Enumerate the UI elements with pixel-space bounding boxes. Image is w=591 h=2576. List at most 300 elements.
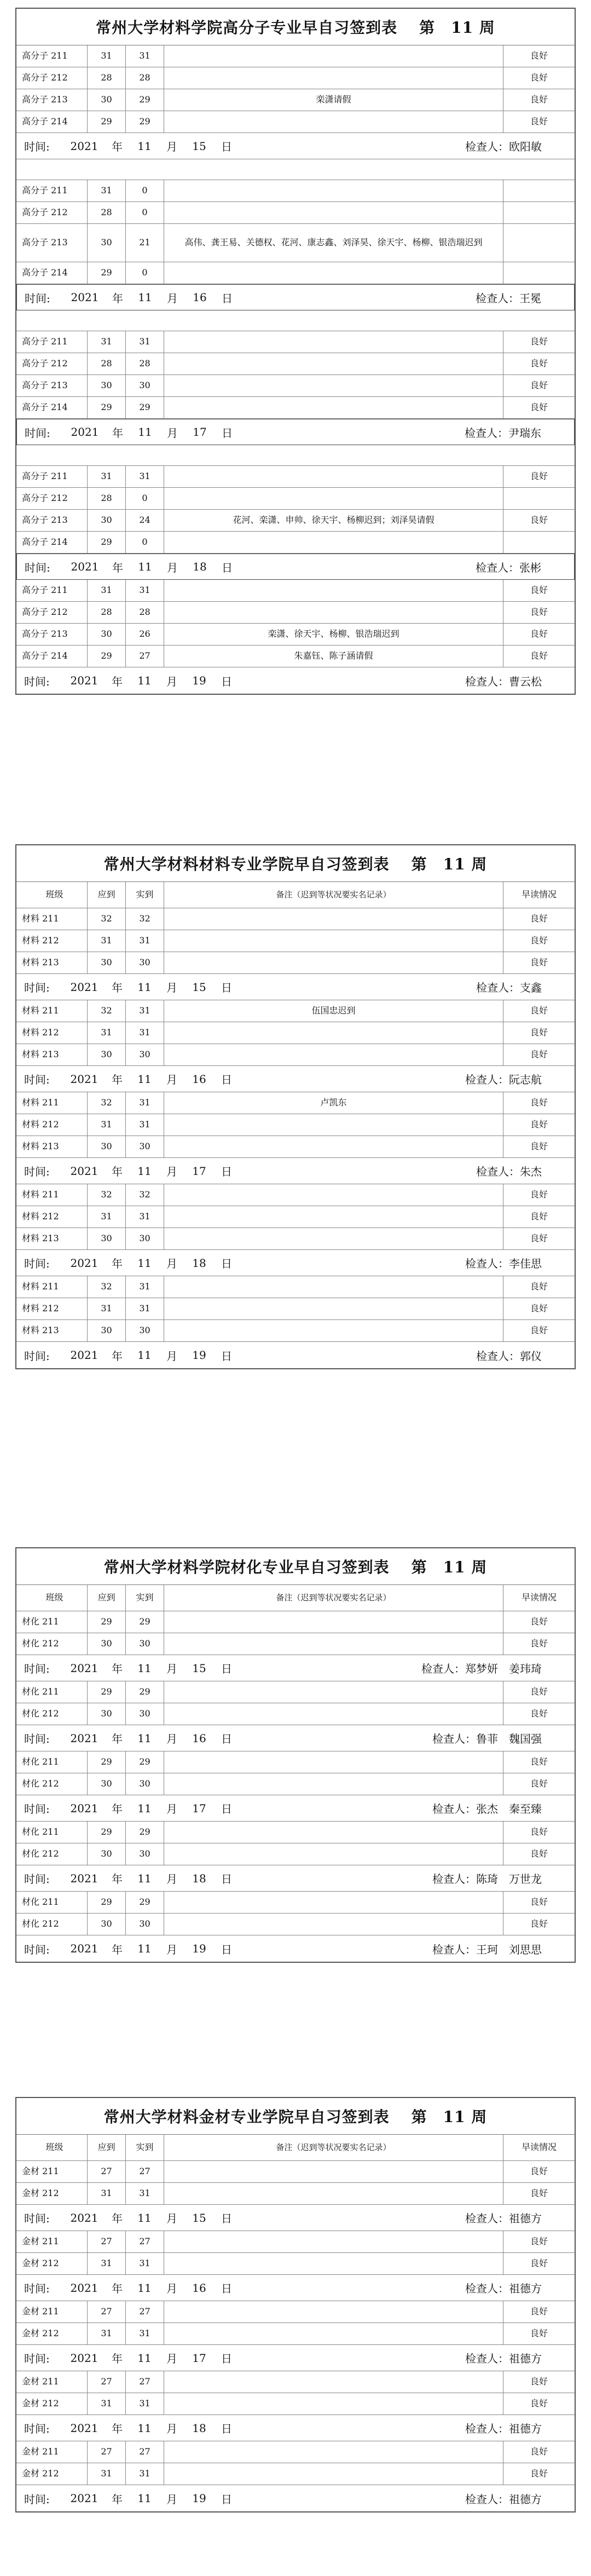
table-row — [16, 1000, 575, 1022]
inspector-name: 检查人：王珂 刘思思 — [432, 1943, 542, 1956]
cell-note — [164, 466, 503, 487]
month-value: 11 — [137, 1164, 152, 1178]
cell-cls: 材化 211 — [16, 1751, 88, 1773]
cell-act: 29 — [126, 1892, 164, 1913]
month-unit: 月 — [167, 291, 178, 305]
cell-exp: 30 — [88, 1228, 126, 1249]
cell-exp: 30 — [88, 89, 126, 111]
day-value: 17 — [192, 1801, 206, 1815]
cell-cls: 高分子 213 — [16, 89, 88, 111]
year-value: 2021 — [71, 425, 99, 439]
cell-res: 良好 — [530, 50, 548, 61]
cell-note — [164, 2161, 503, 2182]
day-value: 19 — [192, 1348, 206, 1362]
week-label: 第 11 周 — [411, 855, 488, 873]
column-header-cls: 班级 — [16, 2135, 88, 2160]
cell-note — [164, 202, 503, 223]
table-row — [16, 2253, 575, 2275]
day-value: 18 — [192, 1256, 206, 1270]
day-unit: 日 — [221, 675, 232, 688]
table-row — [16, 1633, 575, 1655]
year-value: 2021 — [70, 980, 99, 994]
cell-exp: 32 — [88, 908, 126, 930]
cell-act: 27 — [126, 2161, 164, 2182]
day-value: 16 — [193, 291, 207, 304]
cell-note — [164, 602, 503, 623]
cell-exp: 31 — [88, 1022, 126, 1044]
table-row — [16, 1892, 575, 1914]
table-row — [16, 353, 575, 375]
cell-note — [164, 2253, 503, 2274]
table-row — [16, 930, 575, 952]
cell-note — [164, 1751, 503, 1773]
year-unit: 年 — [112, 2422, 123, 2435]
cell-note — [164, 1703, 503, 1725]
cell-res: 良好 — [530, 650, 548, 661]
time-row — [16, 974, 575, 1000]
cell-res: 良好 — [530, 2306, 548, 2317]
cell-act: 30 — [126, 1136, 164, 1157]
year-value: 2021 — [70, 1801, 99, 1815]
cell-act: 30 — [126, 1773, 164, 1795]
cell-exp: 31 — [88, 1298, 126, 1319]
cell-note — [164, 580, 503, 601]
month-unit: 月 — [166, 1662, 177, 1675]
year-value: 2021 — [70, 1072, 99, 1086]
table-row — [16, 1914, 575, 1935]
cell-res: 良好 — [530, 629, 548, 639]
cell-act: 0 — [126, 532, 164, 553]
cell-act: 27 — [126, 646, 164, 667]
day-value: 18 — [193, 560, 207, 573]
table-row — [16, 2161, 575, 2183]
cell-exp: 32 — [88, 1000, 126, 1022]
year-value: 2021 — [70, 1164, 99, 1178]
cell-cls: 高分子 212 — [16, 67, 88, 89]
cell-act: 26 — [126, 624, 164, 645]
inspector-name: 检查人：尹瑞东 — [465, 426, 541, 440]
cell-cls: 金材 212 — [16, 2323, 88, 2344]
year-value: 2021 — [70, 1256, 99, 1270]
day-value: 19 — [192, 674, 206, 687]
cell-cls: 材料 213 — [16, 952, 88, 973]
table-row — [16, 1044, 575, 1066]
cell-cls: 高分子 212 — [16, 353, 88, 374]
cell-note — [164, 262, 503, 284]
cell-res: 良好 — [530, 116, 548, 127]
cell-act: 32 — [126, 1184, 164, 1206]
day-unit: 日 — [221, 2212, 232, 2225]
year-value: 2021 — [70, 2211, 99, 2225]
sheet-title-text: 常州大学材料金材专业学院早自习签到表 — [103, 2108, 390, 2126]
time-label: 时间: — [24, 2422, 50, 2435]
day-unit: 日 — [221, 1073, 232, 1086]
cell-note: 伍国忠迟到 — [164, 1000, 503, 1022]
column-header-note: 备注（迟到等状况要实名记录） — [164, 882, 503, 908]
cell-exp: 31 — [88, 2183, 126, 2204]
time-row — [16, 1342, 575, 1368]
cell-res: 良好 — [530, 1027, 548, 1038]
day-value: 19 — [192, 1942, 206, 1955]
month-unit: 月 — [166, 1872, 177, 1886]
cell-exp: 32 — [88, 1276, 126, 1298]
year-unit: 年 — [112, 2212, 123, 2225]
cell-act: 30 — [126, 1633, 164, 1655]
cell-act: 31 — [126, 1092, 164, 1114]
time-row — [16, 1158, 575, 1184]
month-unit: 月 — [166, 140, 177, 153]
cell-res: 良好 — [530, 1325, 548, 1336]
cell-exp: 28 — [88, 353, 126, 374]
cell-act: 28 — [126, 602, 164, 623]
cell-cls: 高分子 214 — [16, 646, 88, 667]
day-value: 18 — [192, 2421, 206, 2435]
cell-act: 31 — [126, 2323, 164, 2344]
cell-exp: 30 — [88, 624, 126, 645]
time-label: 时间: — [24, 2282, 50, 2295]
cell-note — [164, 2463, 503, 2485]
cell-res: 良好 — [530, 585, 548, 596]
table-row — [16, 2183, 575, 2205]
table-row — [16, 224, 575, 262]
column-header-note: 备注（迟到等状况要实名记录） — [164, 2135, 503, 2160]
cell-res: 良好 — [530, 1897, 548, 1907]
time-row — [16, 2485, 575, 2511]
cell-act: 29 — [126, 89, 164, 111]
cell-res: 良好 — [530, 2398, 548, 2409]
sheet-title-text: 常州大学材料学院材化专业早自习签到表 — [103, 1558, 390, 1576]
month-value: 11 — [137, 1348, 152, 1362]
cell-cls: 高分子 213 — [16, 624, 88, 645]
sheet-title-text: 常州大学材料学院高分子专业早自习签到表 — [96, 19, 398, 37]
cell-act: 28 — [126, 67, 164, 89]
cell-act: 27 — [126, 2301, 164, 2323]
cell-exp: 29 — [88, 111, 126, 132]
cell-cls: 材料 211 — [16, 908, 88, 930]
cell-exp: 31 — [88, 331, 126, 353]
month-value: 11 — [137, 1731, 152, 1745]
day-unit: 日 — [221, 140, 232, 153]
month-unit: 月 — [167, 426, 178, 440]
cell-act: 30 — [126, 1843, 164, 1865]
cell-note — [164, 1843, 503, 1865]
cell-res: 良好 — [530, 336, 548, 347]
cell-exp: 30 — [88, 1914, 126, 1935]
cell-note — [164, 45, 503, 67]
cell-cls: 高分子 212 — [16, 602, 88, 623]
year-unit: 年 — [112, 1165, 123, 1178]
cell-exp: 29 — [88, 1892, 126, 1913]
cell-res: 良好 — [530, 1756, 548, 1767]
cell-res: 良好 — [530, 607, 548, 618]
day-value: 17 — [192, 2351, 206, 2365]
cell-res: 良好 — [530, 2446, 548, 2457]
time-label: 时间: — [24, 1073, 50, 1086]
table-row — [16, 908, 575, 930]
cell-cls: 材料 212 — [16, 1114, 88, 1136]
cell-res: 良好 — [530, 2166, 548, 2177]
cell-res: 良好 — [530, 1211, 548, 1222]
time-label: 时间: — [24, 1257, 50, 1270]
cell-exp: 27 — [88, 2441, 126, 2463]
table-row — [16, 1822, 575, 1843]
cell-res: 良好 — [530, 380, 548, 391]
year-unit: 年 — [112, 675, 123, 688]
day-unit: 日 — [221, 2282, 232, 2295]
cell-note — [164, 1022, 503, 1044]
sheet-title — [16, 2098, 575, 2135]
table-row — [16, 1681, 575, 1703]
cell-act: 29 — [126, 1681, 164, 1703]
time-row — [16, 1655, 575, 1681]
cell-cls: 材化 212 — [16, 1773, 88, 1795]
cell-note — [164, 1228, 503, 1249]
year-unit: 年 — [112, 1732, 123, 1745]
cell-res: 良好 — [530, 2376, 548, 2387]
table-row — [16, 2393, 575, 2415]
month-value: 11 — [137, 1072, 152, 1086]
day-value: 15 — [192, 2211, 206, 2225]
cell-exp: 28 — [88, 602, 126, 623]
cell-note — [164, 1822, 503, 1843]
cell-cls: 材料 212 — [16, 930, 88, 952]
cell-exp: 31 — [88, 2463, 126, 2485]
year-value: 2021 — [70, 1942, 99, 1955]
cell-note — [164, 1206, 503, 1228]
month-unit: 月 — [166, 1802, 177, 1816]
cell-cls: 材化 212 — [16, 1633, 88, 1655]
time-label: 时间: — [24, 1802, 50, 1816]
cell-cls: 高分子 213 — [16, 224, 88, 262]
time-label: 时间: — [24, 1943, 50, 1956]
cell-act: 30 — [126, 1914, 164, 1935]
cell-act: 30 — [126, 375, 164, 396]
cell-act: 29 — [126, 111, 164, 132]
inspector-name: 检查人：鲁菲 魏国强 — [432, 1732, 542, 1745]
table-header-row — [16, 2135, 575, 2161]
cell-note: 卢凯东 — [164, 1092, 503, 1114]
day-value: 17 — [193, 425, 207, 439]
cell-act: 31 — [126, 331, 164, 353]
year-unit: 年 — [112, 2352, 123, 2365]
time-label: 时间: — [24, 2492, 50, 2506]
month-value: 11 — [137, 1661, 152, 1675]
inspector-name: 检查人：郭仪 — [476, 1349, 542, 1363]
time-label: 时间: — [24, 981, 50, 994]
month-value: 11 — [138, 291, 152, 304]
cell-act: 31 — [126, 1000, 164, 1022]
cell-act: 31 — [126, 1206, 164, 1228]
cell-act: 29 — [126, 1611, 164, 1633]
table-row — [16, 397, 575, 419]
time-label: 时间: — [24, 1165, 50, 1178]
table-header-row — [16, 882, 575, 908]
month-value: 11 — [137, 1942, 152, 1955]
cell-exp: 31 — [88, 45, 126, 67]
cell-note — [164, 2393, 503, 2414]
cell-exp: 32 — [88, 1092, 126, 1114]
inspector-name: 检查人：张杰 秦至臻 — [432, 1802, 542, 1816]
column-header-note: 备注（迟到等状况要实名记录） — [164, 1585, 503, 1611]
cell-note — [164, 1184, 503, 1206]
table-row — [16, 1751, 575, 1773]
cell-res: 良好 — [530, 1281, 548, 1292]
time-row — [16, 133, 575, 159]
cell-act: 31 — [126, 466, 164, 487]
cell-act: 31 — [126, 45, 164, 67]
cell-note — [164, 353, 503, 374]
day-value: 15 — [192, 139, 206, 153]
column-header-cls: 班级 — [16, 882, 88, 908]
cell-act: 27 — [126, 2231, 164, 2252]
cell-exp: 27 — [88, 2161, 126, 2182]
cell-cls: 高分子 212 — [16, 202, 88, 223]
cell-res: 良好 — [530, 1848, 548, 1859]
cell-act: 31 — [126, 1298, 164, 1319]
time-row — [16, 1066, 575, 1092]
cell-cls: 金材 211 — [16, 2301, 88, 2323]
month-unit: 月 — [166, 981, 177, 994]
cell-note: 花河、栾潇、申帅、徐天宇、杨柳迟到；刘泽昊请假 — [164, 510, 503, 531]
cell-res: 良好 — [530, 1119, 548, 1130]
year-unit: 年 — [112, 1872, 123, 1886]
cell-note — [164, 908, 503, 930]
time-label: 时间: — [24, 1732, 50, 1745]
table-row — [16, 532, 575, 554]
cell-note — [164, 1681, 503, 1703]
table-row — [16, 1703, 575, 1725]
cell-res: 良好 — [530, 2468, 548, 2479]
month-value: 11 — [137, 1256, 152, 1270]
time-row — [16, 1250, 575, 1276]
cell-act: 31 — [126, 2393, 164, 2414]
table-row — [16, 1022, 575, 1044]
cell-res: 良好 — [530, 1638, 548, 1649]
year-unit: 年 — [112, 1802, 123, 1816]
cell-res: 良好 — [530, 935, 548, 946]
table-row — [16, 510, 575, 532]
time-row — [16, 1865, 575, 1892]
cell-cls: 材料 213 — [16, 1320, 88, 1341]
cell-act: 31 — [126, 1022, 164, 1044]
cell-act: 31 — [126, 2463, 164, 2485]
sheet-title — [16, 9, 575, 45]
month-unit: 月 — [166, 2212, 177, 2225]
month-value: 11 — [137, 2351, 152, 2365]
cell-cls: 金材 212 — [16, 2463, 88, 2485]
table-row — [16, 89, 575, 111]
time-row — [16, 419, 575, 445]
cell-exp: 31 — [88, 1206, 126, 1228]
month-unit: 月 — [166, 1943, 177, 1956]
time-row — [16, 667, 575, 694]
cell-exp: 29 — [88, 397, 126, 418]
cell-exp: 30 — [88, 1044, 126, 1065]
week-label: 第 11 周 — [411, 2108, 488, 2126]
cell-act: 0 — [126, 262, 164, 284]
cell-res: 良好 — [530, 402, 548, 413]
column-header-exp: 应到 — [88, 882, 126, 908]
time-label: 时间: — [24, 2212, 50, 2225]
cell-cls: 材料 213 — [16, 1044, 88, 1065]
cell-res: 良好 — [530, 2258, 548, 2269]
day-unit: 日 — [221, 1165, 232, 1178]
time-row — [16, 2275, 575, 2301]
cell-act: 27 — [126, 2441, 164, 2463]
cell-exp: 30 — [88, 224, 126, 262]
time-label: 时间: — [24, 140, 50, 153]
year-value: 2021 — [71, 291, 99, 304]
cell-exp: 30 — [88, 1320, 126, 1341]
year-value: 2021 — [71, 560, 99, 573]
column-header-res: 早读情况 — [521, 2142, 557, 2153]
cell-cls: 材料 211 — [16, 1000, 88, 1022]
month-value: 11 — [137, 2281, 152, 2295]
day-unit: 日 — [221, 2492, 232, 2506]
table-row — [16, 1206, 575, 1228]
column-header-cls: 班级 — [16, 1585, 88, 1611]
cell-exp: 31 — [88, 930, 126, 952]
table-row — [16, 646, 575, 667]
cell-exp: 29 — [88, 532, 126, 553]
cell-res: 良好 — [530, 913, 548, 924]
cell-res — [503, 180, 575, 201]
month-value: 11 — [138, 560, 152, 573]
cell-cls: 材化 211 — [16, 1611, 88, 1633]
year-unit: 年 — [112, 2492, 123, 2506]
table-row — [16, 2301, 575, 2323]
cell-cls: 高分子 214 — [16, 262, 88, 284]
cell-exp: 30 — [88, 510, 126, 531]
cell-exp: 29 — [88, 1681, 126, 1703]
cell-note — [164, 2183, 503, 2204]
table-row — [16, 1611, 575, 1633]
cell-exp: 31 — [88, 580, 126, 601]
blank-separator-row — [16, 159, 575, 180]
cell-exp: 30 — [88, 1843, 126, 1865]
table-row — [16, 1184, 575, 1206]
cell-note — [164, 67, 503, 89]
day-value: 16 — [192, 1072, 206, 1086]
inspector-name: 检查人：欧阳敏 — [465, 140, 542, 153]
table-row — [16, 1320, 575, 1342]
cell-cls: 材料 211 — [16, 1092, 88, 1114]
cell-exp: 31 — [88, 2253, 126, 2274]
year-unit: 年 — [112, 140, 123, 153]
cell-exp: 30 — [88, 1773, 126, 1795]
cell-exp: 31 — [88, 2323, 126, 2344]
cell-note — [164, 180, 503, 201]
table-row — [16, 262, 575, 284]
table-row — [16, 602, 575, 624]
cell-cls: 材化 212 — [16, 1914, 88, 1935]
cell-cls: 高分子 214 — [16, 532, 88, 553]
month-unit: 月 — [166, 2422, 177, 2435]
table-row — [16, 1136, 575, 1158]
cell-res: 良好 — [530, 1708, 548, 1719]
cell-act: 29 — [126, 1751, 164, 1773]
cell-cls: 金材 211 — [16, 2161, 88, 2182]
day-value: 16 — [192, 2281, 206, 2295]
cell-cls: 高分子 211 — [16, 331, 88, 353]
cell-cls: 金材 212 — [16, 2393, 88, 2414]
table-row — [16, 466, 575, 488]
table-row — [16, 1298, 575, 1320]
table-row — [16, 1773, 575, 1795]
day-value: 19 — [192, 2492, 206, 2505]
cell-res: 良好 — [530, 1303, 548, 1314]
table-row — [16, 111, 575, 133]
